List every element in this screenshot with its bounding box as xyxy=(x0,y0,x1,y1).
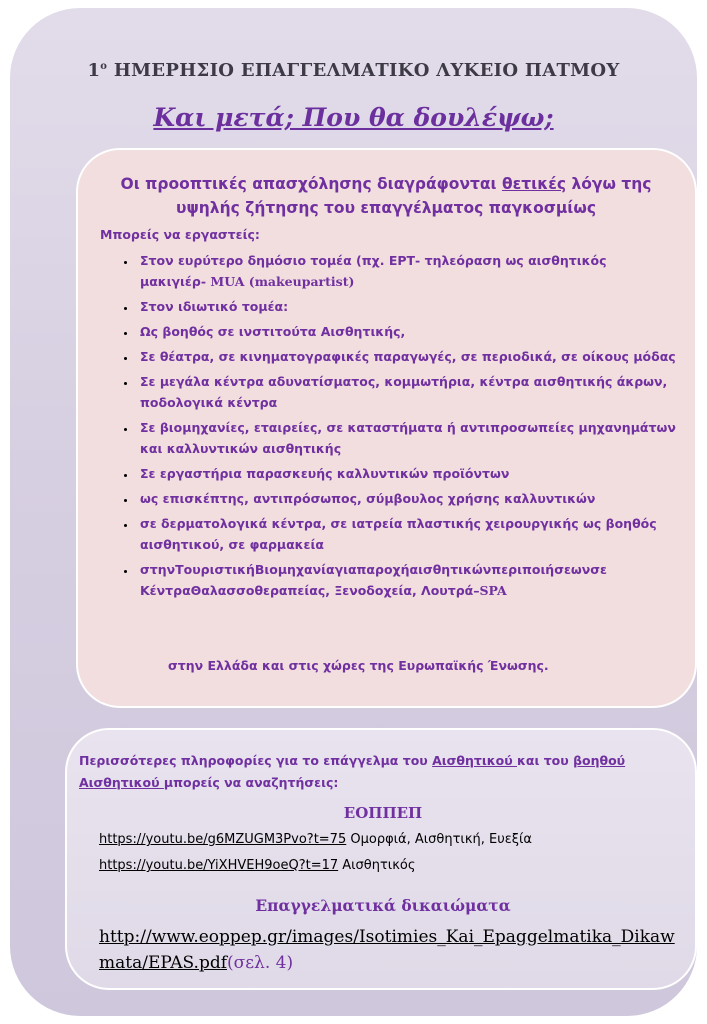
prospects-heading-text-end: λόγω της υψηλής ζήτησης του επαγγέλματος παγκοσμίως xyxy=(175,175,652,217)
list-item-text: Στον ευρύτερο δημόσιο τομέα (πχ. ΕΡΤ- τηλεόραση ως αισθητικός μακιγιέρ- xyxy=(140,253,607,289)
rights-pdf-link[interactable]: http://www.eoppep.gr/images/Isotimies_Kai_Epaggelmatika_Dikawmata/EPAS.pdf xyxy=(99,927,675,973)
school-number: 1 xyxy=(87,60,101,81)
prospects-heading-emphasis: θετικές xyxy=(502,175,567,193)
rights-page-ref: (σελ. 4) xyxy=(227,953,294,973)
list-item: • Σε εργαστήρια παρασκευής καλλυντικών προϊόντων xyxy=(136,463,676,484)
more-info-part: Περισσότερες πληροφορίες για το επάγγελμα του xyxy=(79,753,433,768)
list-item: • ως επισκέπτης, αντιπρόσωπος, σύμβουλος χρήσης καλλυντικών xyxy=(136,488,676,509)
info-panel xyxy=(65,728,697,990)
rights-heading: Επαγγελματικά δικαιώματα xyxy=(255,896,511,915)
video-link-1-desc: Ομορφιά, Αισθητική, Ευεξία xyxy=(346,832,532,847)
prospects-heading xyxy=(96,172,676,220)
page-subtitle: Και μετά; Που θα δουλέψω; xyxy=(153,103,554,132)
video-link-row-1 xyxy=(99,832,532,847)
list-item-text-serif: SPA xyxy=(479,583,507,598)
list-item xyxy=(136,250,676,292)
video-link-row-2 xyxy=(99,858,415,873)
list-item-text: στηνΤουριστικήΒιομηχανίαγιαπαροχήαισθητικώνπεριποιήσεωνσε ΚέντραΘαλασσοθεραπείας, Ξενοδοχεία, Λουτρά– xyxy=(140,562,607,598)
school-name: ΗΜΕΡΗΣΙΟ ΕΠΑΓΓΕΛΜΑΤΙΚΟ ΛΥΚΕΙΟ ΠΑΤΜΟΥ xyxy=(107,60,620,81)
rights-link-row xyxy=(99,924,689,976)
video-link-2[interactable]: https://youtu.be/YiXHVEH9oeQ?t=17 xyxy=(99,858,339,873)
more-info-part: και του xyxy=(517,753,574,768)
video-link-1[interactable]: https://youtu.be/g6MZUGM3Pvo?t=75 xyxy=(99,832,347,847)
flyer-background xyxy=(10,8,697,1016)
list-item: • Σε θέατρα, σε κινηματογραφικές παραγωγές, σε περιοδικά, σε οίκους μόδας xyxy=(136,346,676,367)
work-label: Μπορείς να εργαστείς: xyxy=(100,227,260,242)
list-item xyxy=(136,559,676,601)
list-item: • σε δερματολογικά κέντρα, σε ιατρεία πλαστικής χειρουργικής ως βοηθός αισθητικού, σε φαρμακεία xyxy=(136,513,676,555)
prospects-heading-text: Οι προοπτικές απασχόλησης διαγράφονται xyxy=(120,175,502,193)
list-item: • Σε βιομηχανίες, εταιρείες, σε καταστήματα ή αντιπροσωπείες μηχανημάτων και καλλυντικών αισθητικής xyxy=(136,417,676,459)
voithos-aisthitikou-link[interactable]: βοηθού Αισθητικού xyxy=(79,753,626,790)
prospects-panel xyxy=(76,148,697,708)
list-item: • Στον ιδιωτικό τομέα: xyxy=(136,296,676,317)
list-continuation: στην Ελλάδα και στις χώρες της Ευρωπαϊκής Ένωσης. xyxy=(168,658,549,673)
video-link-2-desc: Αισθητικός xyxy=(338,858,416,873)
list-item: • Ως βοηθός σε ινστιτούτα Αισθητικής, xyxy=(136,321,676,342)
eoppep-heading: ΕΟΠΠΕΠ xyxy=(343,804,423,822)
list-item: • Σε μεγάλα κέντρα αδυνατίσματος, κομμωτήρια, κέντρα αισθητικής άκρων, ποδολογικά κέντρα xyxy=(136,371,676,413)
list-item-text-serif: MUA (makeupartist) xyxy=(210,274,355,289)
aisthitikos-link[interactable]: Αισθητικού xyxy=(432,753,517,768)
school-title xyxy=(10,60,697,81)
more-info-part: μπορείς να αναζητήσεις: xyxy=(163,775,339,790)
workplaces-list xyxy=(118,250,676,605)
more-info-text xyxy=(79,750,689,794)
school-number-suffix: ο xyxy=(100,61,108,72)
